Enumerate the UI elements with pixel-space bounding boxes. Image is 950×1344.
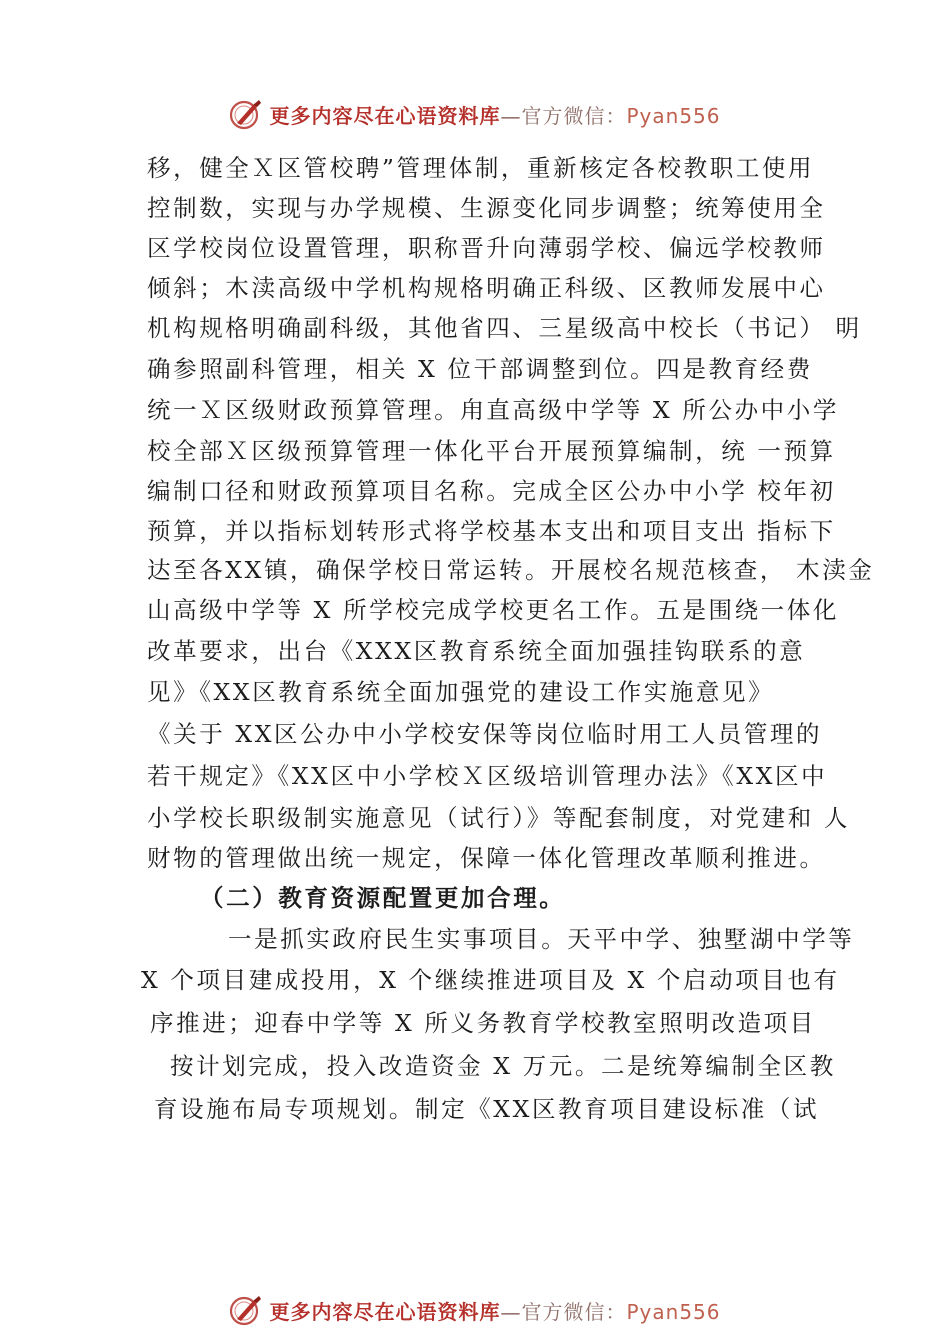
body-line: 若干规定》《XX区中小学校Ｘ区级培训管理办法》《XX区中 (147, 762, 828, 790)
body-line: 统一Ｘ区级财政预算管理。甪直高级中学等 X 所公办中小学 (147, 396, 839, 424)
body-line: 编制口径和财政预算项目名称。完成全区公办中小学 校年初 (147, 477, 836, 505)
pen-circle-logo-icon (229, 1293, 263, 1327)
body-line: 机构规格明确副科级，其他省四、三星级高中校长（书记） 明 (147, 314, 862, 342)
body-line: 校全部Ｘ区级预算管理一体化平台开展预算编制，统 一预算 (147, 437, 836, 465)
body-line: 达至各XX镇，确保学校日常运转。开展校名规范核查， 木渎金 (147, 556, 875, 584)
body-line: 山高级中学等 X 所学校完成学校更名工作。五是围绕一体化 (147, 596, 839, 624)
body-line: 财物的管理做出统一规定，保障一体化管理改革顺利推进。 (147, 844, 826, 872)
body-line: 倾斜；木渎高级中学机构规格明确正科级、区教师发展中心 (147, 274, 826, 302)
body-line: 区学校岗位设置管理，职称晋升向薄弱学校、偏远学校教师 (147, 234, 826, 262)
watermark-wechat-label: 官方微信： (521, 103, 627, 128)
watermark-wechat-id: Pyan556 (626, 103, 721, 128)
watermark-wechat-id: Pyan556 (626, 1299, 721, 1324)
body-line: 改革要求，出台《XXX区教育系统全面加强挂钩联系的意 (147, 637, 806, 665)
watermark-wechat-label: 官方微信： (521, 1299, 627, 1324)
section-heading: （二）教育资源配置更加合理。 (200, 884, 566, 912)
body-line: 序推进；迎春中学等 X 所义务教育学校教室照明改造项目 (150, 1009, 816, 1037)
watermark-text (269, 100, 720, 129)
watermark-text (269, 1296, 720, 1325)
body-line: 小学校长职级制实施意见（试行）》等配套制度，对党建和 人 (147, 804, 851, 832)
watermark-separator: — (500, 103, 522, 128)
watermark-brand-text: 更多内容尽在心语资料库 (269, 103, 501, 128)
body-line: 预算，并以指标划转形式将学校基本支出和项目支出 指标下 (147, 517, 836, 545)
footer-watermark-banner (0, 1288, 950, 1332)
body-line: 育设施布局专项规划。制定《XX区教育项目建设标准（试 (154, 1095, 820, 1123)
body-line: 《关于 XX区公办中小学校安保等岗位临时用工人员管理的 (147, 720, 823, 748)
watermark-separator: — (500, 1299, 522, 1324)
pen-circle-logo-icon (229, 97, 263, 131)
body-line: 按计划完成，投入改造资金 X 万元。二是统筹编制全区教 (170, 1052, 836, 1080)
body-line: 控制数，实现与办学规模、生源变化同步调整；统筹使用全 (147, 194, 826, 222)
body-line: 一是抓实政府民生实事项目。天平中学、独墅湖中学等 (228, 925, 855, 953)
header-watermark-banner (0, 92, 950, 136)
body-line: 移，健全Ｘ区管校聘”管理体制，重新核定各校教职工使用 (147, 154, 815, 182)
body-line: X 个项目建成投用，X 个继续推进项目及 X 个启动项目也有 (141, 966, 840, 994)
body-line: 见》《XX区教育系统全面加强党的建设工作实施意见》 (147, 678, 775, 706)
watermark-brand-text: 更多内容尽在心语资料库 (269, 1299, 501, 1324)
body-line: 确参照副科管理，相关 X 位干部调整到位。四是教育经费 (147, 355, 813, 383)
